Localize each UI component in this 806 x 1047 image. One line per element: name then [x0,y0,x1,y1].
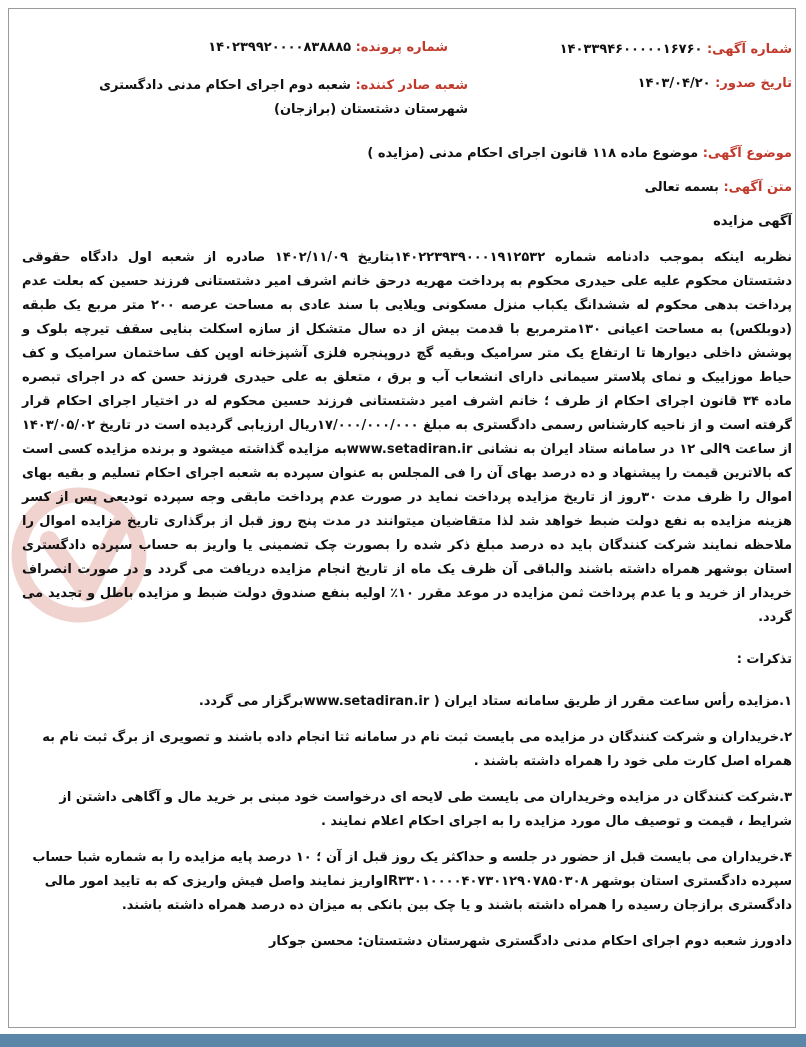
subject [92,146,792,161]
body-header [492,180,792,195]
subject-label: موضوع آگهی: [702,146,792,161]
issuer [38,74,468,122]
note-item-4: ۴.خریداران می بایست قبل از حضور در جلسه و حداکثر یک روز قبل از آن ؛ ۱۰ درصد پایه مزایده را به شماره شبا حساب سپرده دادگستری استان بوشهر IR۳۳۰۱۰۰۰۰۴۰۷۳۰۱۲۹۰۷۸۵۰۳۰۸واریز نمایند واصل فیش واریزی که به تایید امور مالی دادگستری برازجان رسیده را همراه داشته باشند و یا چک بین بانکی به میزان ده درصد همراه داشته باشند. [32,850,792,913]
signature: دادورز شعبه دوم اجرای احکام مدنی دادگستری شهرستان دشتستان: محسن جوکار [268,934,792,949]
case-number [188,40,448,55]
salutation: بسمه تعالی [644,180,719,195]
issuer-value: شعبه دوم اجرای احکام مدنی دادگستری شهرستان دشتستان (برازجان) [99,78,468,117]
issue-date-value: ۱۴۰۳/۰۴/۲۰ [637,76,711,91]
notice-heading: آگهی مزایده [713,214,792,229]
issue-date [532,76,792,91]
case-number-value: ۱۴۰۲۳۹۹۲۰۰۰۰۸۳۸۸۸۵ [208,40,352,55]
bottom-bar [0,1034,806,1047]
notice-number-label: شماره آگهی: [706,42,792,57]
main-paragraph: نظربه اینکه بموجب دادنامه شماره ۱۴۰۲۲۳۹۳۹۰۰۰۱۹۱۲۵۳۲بتاریخ ۱۴۰۲/۱۱/۰۹ صادره از شعبه اول دادگاه حقوقی دشتستان محکوم علیه علی حیدری محکوم به پرداخت مهریه درحق خانم اشرف امیر دشتستانی فرزند حسین که بعلت عدم پرداخت بدهی محکوم له ششدانگ یکباب منزل مسکونی ویلایی با سند عادی به مساحت عرصه ۲۰۰ متر مربع یک طبقه (دوبلکس) به مساحت اعیانی ۱۳۰مترمربع با قدمت بیش از ده سال متشکل از سازه اسکلت بنایی سقف تیرچه بلوک و پوشش داخلی دیوارها تا ارتفاع یک متر سرامیک وبقیه گچ دروپنجره فلزی آشپزخانه اوپن کف ساختمان سرامیک و کف حیاط موزاییک و نمای پلاستر سیمانی دارای انشعاب آب و برق ، متعلق به علی حیدری فرزند حسن که در اجرای تبصره ماده ۳۴ قانون اجرای احکام از طرف ؛ خانم اشرف امیر دشتستانی فرزند حسین محکوم له در اختیار اجرای احکام قرار گرفته است و از ناحیه کارشناس رسمی دادگستری به مبلغ ۱۷/۰۰۰/۰۰۰/۰۰۰ریال ارزیابی گردیده است در تاریخ ۱۴۰۳/۰۵/۰۲ از ساعت ۹الی ۱۲ در سامانه ستاد ایران به نشانی www.setadiran.irبه مزایده گذاشته میشود و برنده مزایده کسی است که بالاترین قیمت را پیشنهاد و ده درصد بهای آن را فی المجلس به عنوان سپرده به شعبه اجرای احکام تسلیم و بقیه بهای اموال را ظرف مدت ۳۰روز از تاریخ مزایده پرداخت نماید در صورت عدم پرداخت مابقی وجه سپرده تودیعی پس از کسر هزینه مزایده به نفع دولت ضبط خواهد شد لذا متقاضیان میتوانند در مدت پنج روز قبل از برگذاری تاریخ مزایده اموال را ملاحظه نمایند شرکت کنندگان باید ده درصد مبلغ ذکر شده را بصورت چک تضمینی یا واریز به حساب سپرده دادگستری استان بوشهر همراه داشته باشند والباقی آن ظرف یک ماه از تاریخ انجام مزایده دریافت می گردد و در صورت انصراف خریدار از خرید و یا عدم پرداخت ثمن مزایده در موعد مقرر ۱۰٪ اولیه بنفع صندوق دولت ضبط و مزایده باطل و تجدید می گردد. [22,250,793,625]
notice-number [532,42,792,57]
notice-number-value: ۱۴۰۳۳۹۴۶۰۰۰۰۰۱۶۷۶۰ [559,42,703,57]
body-label: متن آگهی: [723,180,792,195]
note-item-1: ۱.مزایده رأس ساعت مقرر از طریق سامانه ستاد ایران ( www.setadiran.irبرگزار می گردد. [198,694,792,709]
issue-date-label: تاریخ صدور: [715,76,792,91]
issuer-label: شعبه صادر کننده: [355,78,468,93]
subject-value: موضوع ماده ۱۱۸ قانون اجرای احکام مدنی (مزایده ) [367,146,699,161]
note-item-2: ۲.خریداران و شرکت کنندگان در مزایده می بایست ثبت نام در سامانه ثتا انجام داده باشند و تصویری از برگ ثبت نام به همراه اصل کارت ملی خود را همراه داشته باشند . [42,730,792,769]
case-number-label: شماره پرونده: [355,40,448,55]
note-item-3: ۳.شرکت کنندگان در مزایده وخریداران می بایست طی لایحه ای درخواست خود مبنی بر خرید مال و آگاهی داشتن از شرایط ، قیمت و توصیف مال مورد مزایده را به اجرای احکام اعلام نمایند . [59,790,792,829]
notes-title: تذکرات : [736,652,792,667]
